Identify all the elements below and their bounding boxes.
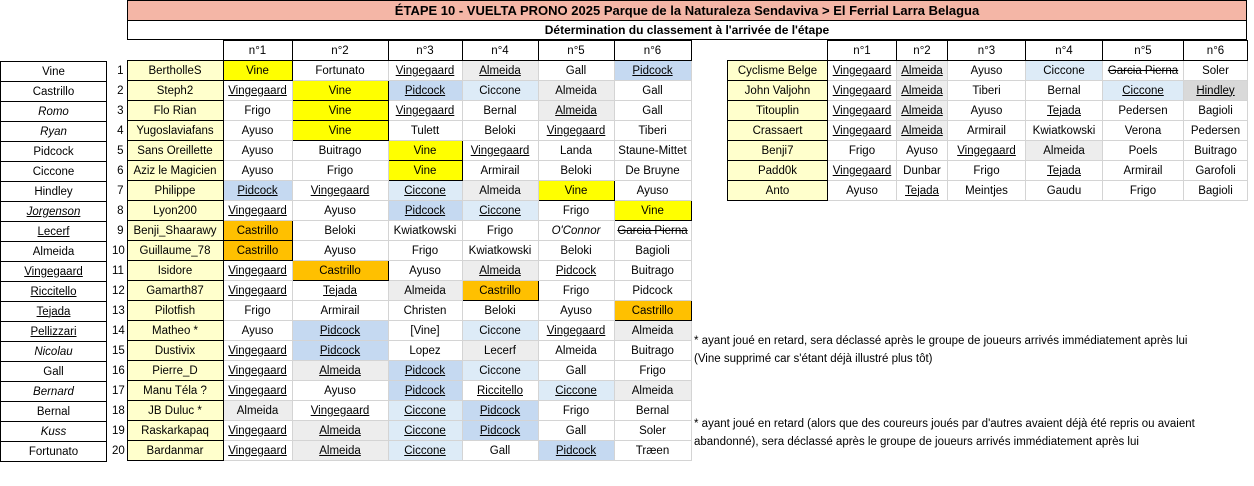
pick-cell: Frigo <box>223 101 292 121</box>
rider-row <box>1 242 107 262</box>
pick-cell: Garcia Pierna <box>1103 61 1184 81</box>
pick-cell: Ayuso <box>897 141 948 161</box>
pick-cell: Castrillo <box>223 221 292 241</box>
pick-col-header: n°2 <box>897 41 948 61</box>
rider-row <box>1 82 107 102</box>
pick-cell: Pidcock <box>292 341 388 361</box>
rank-number: 10 <box>112 244 125 257</box>
pick-cell: Vingegaard <box>462 141 538 161</box>
main-ranking-table <box>110 40 692 461</box>
table-row <box>728 81 1248 101</box>
pick-cell: Frigo <box>538 281 614 301</box>
pick-cell: Ciccone <box>388 181 462 201</box>
pick-cell: Gall <box>538 361 614 381</box>
pick-cell: Buitrago <box>1184 141 1248 161</box>
table-row <box>110 241 691 261</box>
player-name: Matheo * <box>127 321 223 341</box>
pick-cell: [Vine] <box>388 321 462 341</box>
pick-cell: Castrillo <box>462 281 538 301</box>
rider-name: Jorgenson <box>1 202 107 222</box>
pick-col-header: n°1 <box>223 41 292 61</box>
pick-cell: Bagioli <box>1184 181 1248 201</box>
rider-name: Romo <box>1 102 107 122</box>
table-row <box>110 381 691 401</box>
player-name: Raskarkapaq <box>127 421 223 441</box>
pick-cell: Gall <box>614 101 691 121</box>
table-row <box>728 61 1248 81</box>
player-name: Padd0k <box>728 161 828 181</box>
table-row <box>110 321 691 341</box>
player-name: Dustivix <box>127 341 223 361</box>
pick-col-header: n°6 <box>1184 41 1248 61</box>
pick-cell: Armirail <box>948 121 1026 141</box>
pick-cell: Almeida <box>897 61 948 81</box>
pick-cell: Tejada <box>292 281 388 301</box>
pick-cell: Ayuso <box>223 321 292 341</box>
pick-cell: Almeida <box>462 181 538 201</box>
pick-cell: Christen <box>388 301 462 321</box>
pick-cell: Vingegaard <box>388 61 462 81</box>
rank-number: 16 <box>112 364 125 377</box>
pick-cell: Armirail <box>462 161 538 181</box>
pick-cell: Bernal <box>1026 81 1103 101</box>
rider-name: Hindley <box>1 182 107 202</box>
player-name: JB Duluc * <box>127 401 223 421</box>
pick-cell: Vine <box>223 61 292 81</box>
player-name: Anto <box>728 181 828 201</box>
pick-col-header: n°1 <box>828 41 897 61</box>
pick-cell: Tejada <box>897 181 948 201</box>
rider-row <box>1 422 107 442</box>
rank-number: 12 <box>112 284 125 297</box>
pick-cell: Frigo <box>538 201 614 221</box>
pick-cell: Almeida <box>1026 141 1103 161</box>
pick-cell: Gall <box>538 61 614 81</box>
table-row <box>110 441 691 461</box>
table-row <box>110 261 691 281</box>
player-name: Flo Rian <box>127 101 223 121</box>
pick-cell: Almeida <box>614 381 691 401</box>
pick-cell: Vingegaard <box>828 81 897 101</box>
rank-number: 6 <box>117 164 124 177</box>
pick-cell: Vingegaard <box>538 321 614 341</box>
table-row <box>110 201 691 221</box>
player-name: Sans Oreillette <box>127 141 223 161</box>
footnote-matheo-line2: (Vine supprimé car s'étant déjà illustré plus tôt) <box>694 353 933 365</box>
pick-cell: Ciccone <box>1103 81 1184 101</box>
table-row <box>110 61 691 81</box>
rider-name: Fortunato <box>1 442 107 462</box>
pick-cell: Pidcock <box>614 281 691 301</box>
pick-cell: Tiberi <box>614 121 691 141</box>
pick-cell: Meintjes <box>948 181 1026 201</box>
pick-cell: Vingegaard <box>223 81 292 101</box>
pick-cell: Ayuso <box>948 101 1026 121</box>
rider-name: Kuss <box>1 422 107 442</box>
player-name: John Valjohn <box>728 81 828 101</box>
pick-cell: Ciccone <box>388 421 462 441</box>
rank-number: 11 <box>112 264 124 277</box>
player-name: Isidore <box>127 261 223 281</box>
pick-cell: Tejada <box>1026 161 1103 181</box>
pick-cell: Ciccone <box>462 201 538 221</box>
pick-cell: Beloki <box>462 301 538 321</box>
rank-number: 4 <box>117 124 124 137</box>
pick-cell: Vingegaard <box>223 341 292 361</box>
pick-cell: Frigo <box>388 241 462 261</box>
rank-number: 13 <box>112 304 125 317</box>
player-name: Titouplin <box>728 101 828 121</box>
pick-col-header: n°2 <box>292 41 388 61</box>
pick-cell: Vine <box>292 81 388 101</box>
pick-cell: Vingegaard <box>223 261 292 281</box>
player-name: Gamarth87 <box>127 281 223 301</box>
pick-cell: Almeida <box>614 321 691 341</box>
pick-cell: Vingegaard <box>223 281 292 301</box>
pick-cell: Træen <box>614 441 691 461</box>
pick-cell: Bagioli <box>1184 101 1248 121</box>
rider-name: Riccitello <box>1 282 107 302</box>
rider-name: Ryan <box>1 122 107 142</box>
pick-cell: Beloki <box>462 121 538 141</box>
pick-cell: Pidcock <box>388 361 462 381</box>
pick-cell: Castrillo <box>292 261 388 281</box>
pick-cell: Vingegaard <box>828 101 897 121</box>
rider-name: Almeida <box>1 242 107 262</box>
pick-cell: Pidcock <box>292 321 388 341</box>
rider-name: Pidcock <box>1 142 107 162</box>
rider-row <box>1 362 107 382</box>
pick-cell: Pidcock <box>538 441 614 461</box>
pick-cell: Castrillo <box>614 301 691 321</box>
pick-cell: Vingegaard <box>223 201 292 221</box>
pick-cell: Vine <box>292 101 388 121</box>
pick-cell: Beloki <box>292 221 388 241</box>
pick-cell: Poels <box>1103 141 1184 161</box>
late-players-table <box>727 40 1248 201</box>
table-row <box>110 181 691 201</box>
rider-name: Bernard <box>1 382 107 402</box>
pick-cell: Pidcock <box>462 421 538 441</box>
rank-number: 8 <box>117 204 124 217</box>
pick-cell: Vingegaard <box>828 121 897 141</box>
pick-cell: Ciccone <box>462 321 538 341</box>
rider-row <box>1 122 107 142</box>
pick-cell: Garofoli <box>1184 161 1248 181</box>
pick-cell: Vingegaard <box>292 181 388 201</box>
pick-cell: Castrillo <box>223 241 292 261</box>
rider-name: Vingegaard <box>1 262 107 282</box>
rider-row <box>1 182 107 202</box>
pick-cell: Kwiatkowski <box>388 221 462 241</box>
rider-row <box>1 62 107 82</box>
pick-cell: Frigo <box>462 221 538 241</box>
pick-cell: Almeida <box>292 441 388 461</box>
pick-cell: Ciccone <box>462 361 538 381</box>
player-name: Cyclisme Belge <box>728 61 828 81</box>
pick-cell: Ayuso <box>948 61 1026 81</box>
pick-cell: Frigo <box>614 361 691 381</box>
rider-row <box>1 282 107 302</box>
pick-cell: Fortunato <box>292 61 388 81</box>
pick-cell: Beloki <box>538 241 614 261</box>
pick-cell: Pedersen <box>1184 121 1248 141</box>
pick-cell: Kwiatkowski <box>462 241 538 261</box>
rider-row <box>1 342 107 362</box>
footnote-jb-duluc-line2: abandonné), sera déclassé après le groupe de joueurs arrivés immédiatement après lui <box>694 436 1139 448</box>
rider-name: Vine <box>1 62 107 82</box>
table-row <box>110 221 691 241</box>
table-row <box>728 141 1248 161</box>
rider-name: Tejada <box>1 302 107 322</box>
table-row <box>110 341 691 361</box>
pick-col-header: n°3 <box>388 41 462 61</box>
pick-cell: Gall <box>614 81 691 101</box>
pick-cell: De Bruyne <box>614 161 691 181</box>
pick-cell: Lopez <box>388 341 462 361</box>
rider-row <box>1 402 107 422</box>
pick-cell: Pidcock <box>538 261 614 281</box>
player-name: BertholleS <box>127 61 223 81</box>
player-name: Steph2 <box>127 81 223 101</box>
pick-cell: Ciccone <box>388 401 462 421</box>
rank-number: 19 <box>112 424 125 437</box>
pick-cell: Tulett <box>388 121 462 141</box>
pick-cell: Bernal <box>462 101 538 121</box>
pick-cell: Vingegaard <box>948 141 1026 161</box>
pick-cell: Frigo <box>538 401 614 421</box>
pick-cell: Gaudu <box>1026 181 1103 201</box>
pick-cell: Tejada <box>1026 101 1103 121</box>
pick-cell: Bernal <box>614 401 691 421</box>
table-row <box>728 121 1248 141</box>
table-row <box>728 101 1248 121</box>
rank-number: 9 <box>117 224 124 237</box>
rider-row <box>1 162 107 182</box>
rider-row <box>1 322 107 342</box>
pick-cell: Gall <box>462 441 538 461</box>
rider-name: Castrillo <box>1 82 107 102</box>
pick-cell: Vingegaard <box>828 161 897 181</box>
pick-col-header: n°4 <box>462 41 538 61</box>
pick-cell: Almeida <box>897 121 948 141</box>
player-name: Bardanmar <box>127 441 223 461</box>
pick-cell: Vingegaard <box>828 61 897 81</box>
table-row <box>728 161 1248 181</box>
pick-cell: Soler <box>1184 61 1248 81</box>
rider-row <box>1 302 107 322</box>
pick-cell: Pidcock <box>388 201 462 221</box>
pick-cell: Frigo <box>948 161 1026 181</box>
pick-cell: Vingegaard <box>223 361 292 381</box>
pick-cell: Beloki <box>538 161 614 181</box>
pick-cell: Frigo <box>223 301 292 321</box>
pick-cell: Staune-Mittet <box>614 141 691 161</box>
pick-cell: Ayuso <box>614 181 691 201</box>
pick-cell: Ciccone <box>462 81 538 101</box>
pick-cell: Vine <box>538 181 614 201</box>
rider-row <box>1 262 107 282</box>
player-name: Aziz le Magicien <box>127 161 223 181</box>
footnote-matheo-line1: * ayant joué en retard, sera déclassé après le groupe de joueurs arrivés immédiatement après lui <box>694 335 1188 347</box>
pick-cell: Buitrago <box>614 341 691 361</box>
table-row <box>110 301 691 321</box>
table-row <box>110 421 691 441</box>
rider-row <box>1 222 107 242</box>
pick-cell: Almeida <box>292 361 388 381</box>
rider-name: Ciccone <box>1 162 107 182</box>
pick-cell: Almeida <box>462 261 538 281</box>
rank-number: 7 <box>117 184 124 197</box>
pick-cell: Soler <box>614 421 691 441</box>
pick-cell: Vingegaard <box>388 101 462 121</box>
rank-number: 5 <box>117 144 124 157</box>
pick-cell: Almeida <box>538 341 614 361</box>
pick-cell: Kwiatkowski <box>1026 121 1103 141</box>
pick-cell: Almeida <box>292 421 388 441</box>
pick-cell: Frigo <box>292 161 388 181</box>
stage-title: ÉTAPE 10 - VUELTA PRONO 2025 Parque de la Naturaleza Sendaviva > El Ferrial Larra Belagua <box>127 0 1247 21</box>
player-name: Guillaume_78 <box>127 241 223 261</box>
pick-cell: Ayuso <box>223 141 292 161</box>
rank-number: 20 <box>112 444 125 457</box>
rider-row <box>1 442 107 462</box>
pick-cell: Vingegaard <box>292 401 388 421</box>
pick-cell: O'Connor <box>538 221 614 241</box>
player-name: Philippe <box>127 181 223 201</box>
pick-cell: Vingegaard <box>223 421 292 441</box>
pick-cell: Buitrago <box>614 261 691 281</box>
pick-cell: Vingegaard <box>538 121 614 141</box>
player-name: Benji7 <box>728 141 828 161</box>
pick-cell: Armirail <box>292 301 388 321</box>
pick-cell: Vingegaard <box>223 441 292 461</box>
rank-number: 14 <box>112 324 125 337</box>
pick-cell: Almeida <box>223 401 292 421</box>
rank-number: 2 <box>117 84 124 97</box>
pick-cell: Ciccone <box>1026 61 1103 81</box>
rider-list <box>0 61 107 462</box>
pick-cell: Dunbar <box>897 161 948 181</box>
rider-name: Bernal <box>1 402 107 422</box>
pick-cell: Landa <box>538 141 614 161</box>
player-name: Crassaert <box>728 121 828 141</box>
footnote-jb-duluc <box>694 415 1250 451</box>
footnote-jb-duluc-line1: * ayant joué en retard (alors que des coureurs joués par d'autres avaient déjà été repris ou avaient <box>694 418 1195 430</box>
pick-cell: Frigo <box>828 141 897 161</box>
pick-cell: Vine <box>292 121 388 141</box>
pick-cell: Vingegaard <box>223 381 292 401</box>
pick-cell: Bagioli <box>614 241 691 261</box>
pick-cell: Almeida <box>897 81 948 101</box>
player-name: Pilotfish <box>127 301 223 321</box>
pick-cell: Ayuso <box>388 261 462 281</box>
pick-cell: Pidcock <box>614 61 691 81</box>
pick-cell: Gall <box>538 421 614 441</box>
pick-cell: Ayuso <box>223 161 292 181</box>
pick-cell: Pidcock <box>388 81 462 101</box>
rider-row <box>1 202 107 222</box>
pick-cell: Pedersen <box>1103 101 1184 121</box>
pick-cell: Ciccone <box>538 381 614 401</box>
pick-cell: Ayuso <box>292 241 388 261</box>
pick-col-header: n°5 <box>1103 41 1184 61</box>
rank-number: 15 <box>112 344 125 357</box>
pick-col-header: n°3 <box>948 41 1026 61</box>
pick-cell: Vine <box>388 161 462 181</box>
table-row <box>110 141 691 161</box>
table-row <box>110 161 691 181</box>
rank-number: 1 <box>117 64 124 77</box>
player-name: Benji_Shaarawy <box>127 221 223 241</box>
pick-cell: Vine <box>388 141 462 161</box>
pick-cell: Armirail <box>1103 161 1184 181</box>
player-name: Lyon200 <box>127 201 223 221</box>
table-row <box>110 281 691 301</box>
table-row <box>110 401 691 421</box>
pick-cell: Vine <box>614 201 691 221</box>
pick-cell: Ayuso <box>223 121 292 141</box>
rider-name: Gall <box>1 362 107 382</box>
table-row <box>110 121 691 141</box>
pick-cell: Buitrago <box>292 141 388 161</box>
pick-cell: Almeida <box>538 101 614 121</box>
rank-number: 18 <box>112 404 125 417</box>
rank-number: 3 <box>117 104 124 117</box>
player-name: Pierre_D <box>127 361 223 381</box>
rider-name: Nicolau <box>1 342 107 362</box>
table-row <box>110 101 691 121</box>
table-row <box>110 81 691 101</box>
pick-cell: Pidcock <box>462 401 538 421</box>
pick-cell: Frigo <box>1103 181 1184 201</box>
pick-cell: Tiberi <box>948 81 1026 101</box>
footnote-matheo <box>694 332 1250 368</box>
rider-name: Lecerf <box>1 222 107 242</box>
pick-cell: Almeida <box>462 61 538 81</box>
table-row <box>728 181 1248 201</box>
pick-cell: Verona <box>1103 121 1184 141</box>
pick-cell: Ayuso <box>292 381 388 401</box>
pick-cell: Hindley <box>1184 81 1248 101</box>
pick-cell: Pidcock <box>388 381 462 401</box>
pick-col-header: n°6 <box>614 41 691 61</box>
pick-cell: Ciccone <box>388 441 462 461</box>
stage-subtitle: Détermination du classement à l'arrivée de l'étape <box>127 21 1247 40</box>
player-name: Yugoslaviafans <box>127 121 223 141</box>
rank-number: 17 <box>112 384 125 397</box>
player-name: Manu Téla ? <box>127 381 223 401</box>
pick-cell: Riccitello <box>462 381 538 401</box>
table-row <box>110 361 691 381</box>
pick-cell: Lecerf <box>462 341 538 361</box>
pick-col-header: n°5 <box>538 41 614 61</box>
pick-cell: Garcia Pierna <box>614 221 691 241</box>
pick-cell: Ayuso <box>828 181 897 201</box>
pick-col-header: n°4 <box>1026 41 1103 61</box>
pick-cell: Ayuso <box>292 201 388 221</box>
rider-row <box>1 382 107 402</box>
rider-name: Pellizzari <box>1 322 107 342</box>
rider-row <box>1 102 107 122</box>
pick-cell: Ayuso <box>538 301 614 321</box>
pick-cell: Almeida <box>897 101 948 121</box>
pick-cell: Almeida <box>538 81 614 101</box>
pick-cell: Almeida <box>388 281 462 301</box>
pick-cell: Pidcock <box>223 181 292 201</box>
rider-row <box>1 142 107 162</box>
